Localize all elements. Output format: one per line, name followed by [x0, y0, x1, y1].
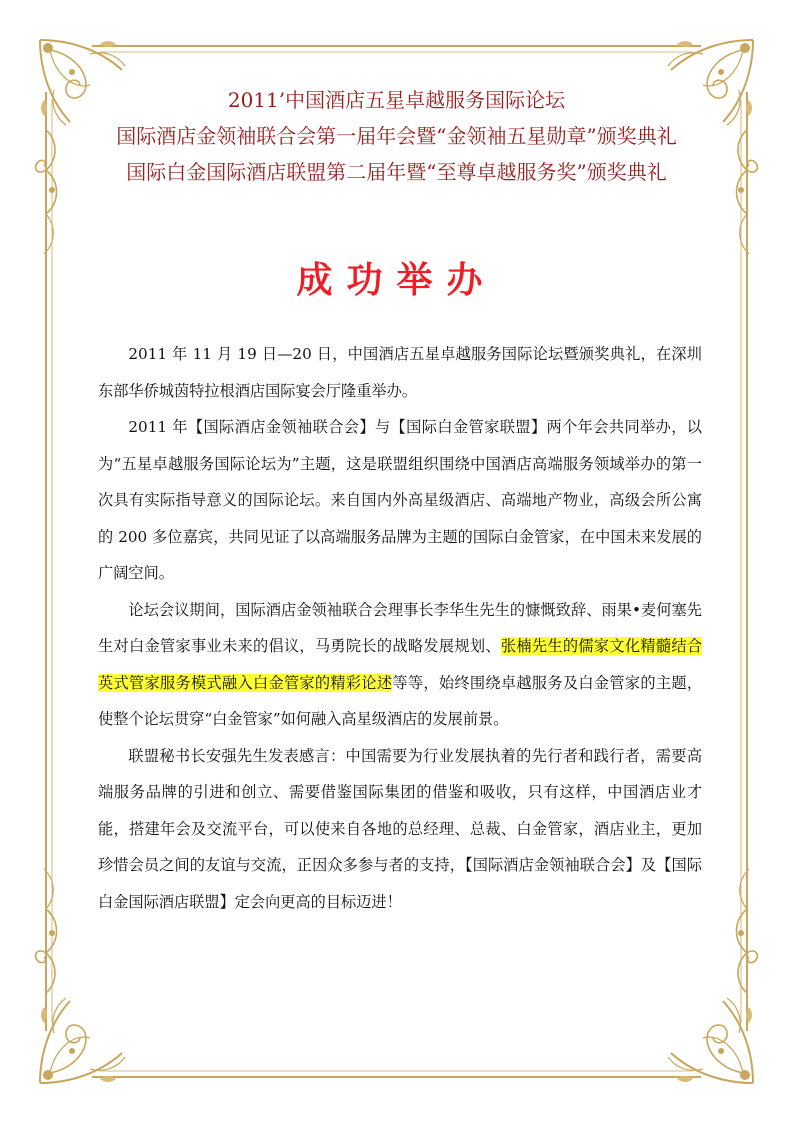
corner-ornament-bottom-right: [668, 998, 753, 1083]
title-line-3: 国际白金国际酒店联盟第二届年暨“至尊卓越服务奖”颁奖典礼: [126, 160, 667, 184]
paragraph-1: 2011 年 11 月 19 日—20 日，中国酒店五星卓越服务国际论坛暨颁奖典礼，在深圳东部华侨城茵特拉根酒店国际宴会厅隆重举办。: [98, 345, 702, 400]
title-line-1: 2011’中国酒店五星卓越服务国际论坛: [227, 88, 566, 112]
paragraph-2: 2011 年【国际酒店金领袖联合会】与【国际白金管家联盟】两个年会共同举办，以为“五星卓越服务国际论坛为”主题，这是联盟组织围绕中国酒店高端服务领域举办的第一次具有实际指导意义的国际论坛。来自国内外高星级酒店、高端地产物业，高级会所公寓的 200 多位嘉宾，共同见证了以高端服务品牌为主题的国际白金管家，在中国未来发展的广阔空间。: [98, 418, 702, 582]
paragraph-4: 联盟秘书长安强先生发表感言：中国需要为行业发展执着的先行者和践行者，需要高端服务品牌的引进和创立、需要借鉴国际集团的借鉴和吸收，只有这样，中国酒店业才能，搭建年会及交流平台，可以使来自各地的总经理、总裁、白金管家，酒店业主，更加珍惜会员之间的友谊与交流，正因众多参与者的支持，【国际酒店金领袖联合会】及【国际白金国际酒店联盟】定会向更高的目标迈进！: [98, 746, 702, 911]
paragraph-3-start: 论坛会议期间，国际酒店金领袖联合会理事长李华生先生的慷慨致辞、雨果•麦何塞先生对白金管家事业未来的倡议，马勇院长的战略发展规划、: [98, 600, 702, 655]
title-line-2: 国际酒店金领袖联合会第一届年会暨“金领袖五星勋章”颁奖典礼: [116, 124, 677, 148]
title-block: [0, 82, 793, 190]
article-body: [98, 336, 702, 920]
headline: 成功举办: [296, 259, 497, 301]
highlighted-text: 张楠先生的儒家文化精髓结合英式管家服务模式融入白金管家的精彩论述: [98, 637, 703, 692]
corner-ornament-bottom-left: [40, 998, 125, 1083]
paragraph-3: [98, 592, 702, 738]
paragraph-3-end: 等等，始终围绕卓越服务及白金管家的主题，使整个论坛贯穿“白金管家”如何融入高星级酒店的发展前景。: [98, 673, 703, 728]
